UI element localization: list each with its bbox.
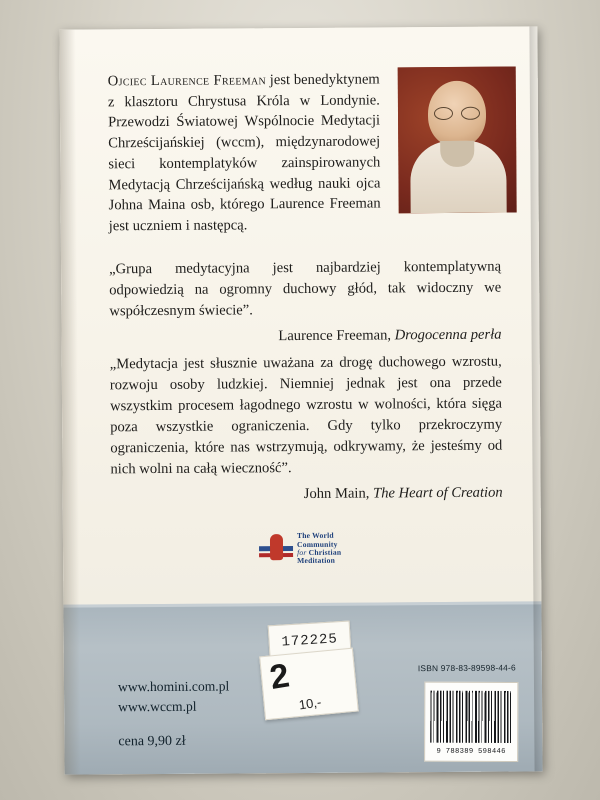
quote-2-source: The Heart of Creation <box>373 484 503 502</box>
wccm-logo <box>259 530 371 569</box>
author-bio <box>108 69 381 237</box>
wccm-logo-line2-text: Christian Meditation <box>297 547 342 566</box>
quote-block-2 <box>110 352 503 507</box>
author-bio-text: jest benedyktynem z klasztoru Chrystusa Króla w Londynie. Przewodzi Światowej Wspólnocie Medytacji Chrześcijańskiej (wccm), międzynarodowej sieci kontemplatyków zainspirowanych Medytacją Chrześcijańską według nauki ojca Johna Maina osb, którego Laurence Freeman jest uczniem i następcą. <box>107 71 381 235</box>
quote-1-source: Drogocenna perła <box>394 326 502 344</box>
logo-figure <box>270 534 283 560</box>
wccm-logo-mark-icon <box>259 532 293 566</box>
wccm-logo-text <box>297 532 371 566</box>
wccm-logo-line1: The World Community <box>296 531 338 549</box>
quote-1-author: Laurence Freeman, <box>278 327 392 345</box>
price-sticker-main: 2 <box>267 656 293 697</box>
link-wccm[interactable]: www.wccm.pl <box>118 699 197 715</box>
cover-price: cena 9,90 zł <box>118 733 186 750</box>
quote-1-attribution <box>109 325 501 349</box>
price-sticker-decimals: 10,- <box>297 694 323 713</box>
quote-2-attribution <box>111 483 503 507</box>
author-name: Ojciec Laurence Freeman <box>107 72 267 90</box>
publisher-links <box>118 677 230 719</box>
link-homini[interactable]: www.homini.com.pl <box>117 678 230 695</box>
isbn-text: ISBN 978-83-89598-44-6 <box>417 662 516 674</box>
quote-block-1 <box>109 257 502 349</box>
wccm-logo-line2 <box>297 549 371 566</box>
glasses-icon <box>432 107 482 119</box>
quote-1-text: „Grupa medytacyjna jest najbardziej kontemplatywną odpowiedzią na ogromny duchowy głód, tak widoczny we współczesnym świecie”. <box>109 258 502 320</box>
price-sticker <box>259 648 359 721</box>
wccm-logo-for: for <box>297 547 307 558</box>
inventory-sticker: 172225 <box>268 621 352 662</box>
barcode <box>424 682 518 762</box>
author-photo <box>398 66 517 213</box>
quote-2-text: „Medytacja jest słusznie uważana za drogę duchowego wzrostu, rozwoju osoby ludzkiej. Niemniej jednak jest ona przede wszystkim procesem łagodnego wzrostu w wolności, która sięga poza wszystkie ograniczenia. Gdy tylko przekroczymy ograniczenia, które nas wstrzymują, odkrywamy, że jesteśmy od nich wolni na całą wieczność”. <box>109 353 503 478</box>
barcode-number: 9 788389 598446 <box>436 747 506 756</box>
quote-2-author: John Main, <box>303 485 370 502</box>
book-back-cover <box>59 26 542 774</box>
barcode-bars <box>430 691 512 743</box>
